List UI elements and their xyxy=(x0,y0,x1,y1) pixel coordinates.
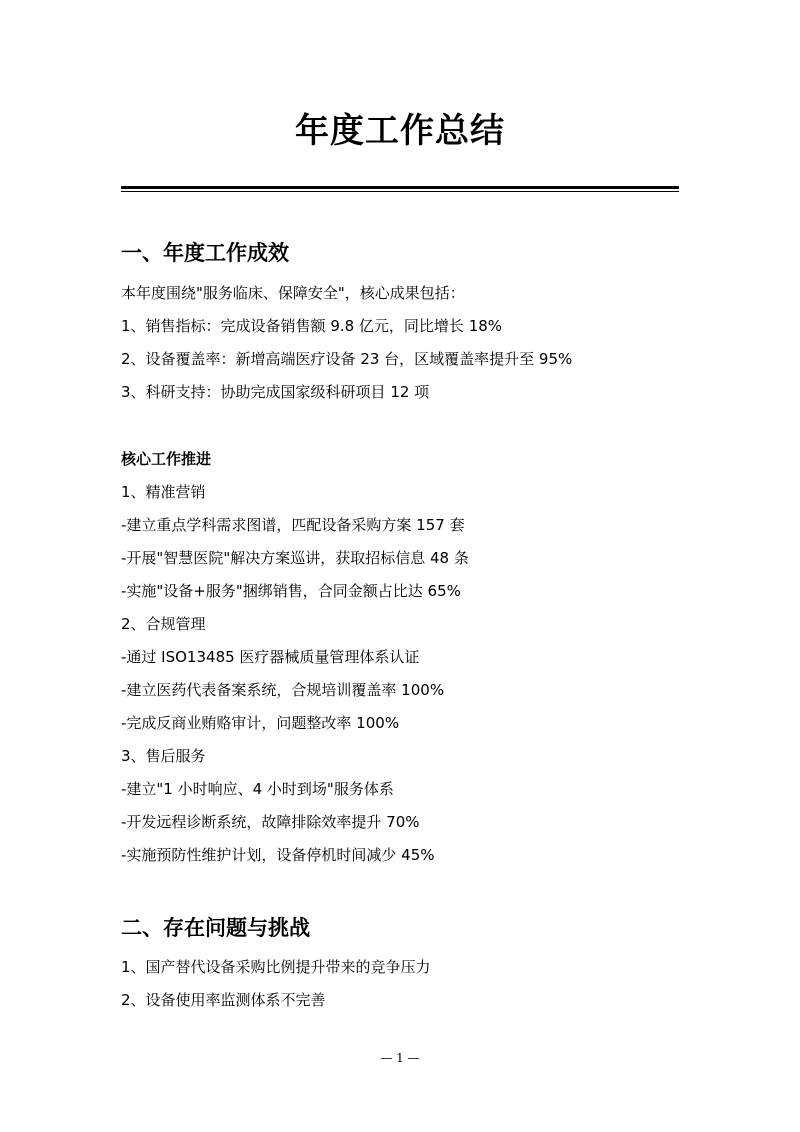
rule-thin-line xyxy=(121,191,679,192)
section1-intro: 本年度围绕"服务临床、保障安全"，核心成果包括： xyxy=(121,284,465,302)
result-item: 1、销售指标：完成设备销售额 9.8 亿元，同比增长 18% xyxy=(121,317,503,335)
title-double-rule xyxy=(121,186,679,192)
core-work-item: -实施预防性维护计划，设备停机时间减少 45% xyxy=(121,846,435,864)
core-work-item: -完成反商业贿赂审计，问题整改率 100% xyxy=(121,714,400,732)
core-work-subheading: 1、精准营销 xyxy=(121,483,206,501)
core-work-item: -建立重点学科需求图谱，匹配设备采购方案 157 套 xyxy=(121,516,465,534)
core-work-subheading: 2、合规管理 xyxy=(121,615,206,633)
result-item: 2、设备覆盖率：新增高端医疗设备 23 台，区域覆盖率提升至 95% xyxy=(121,350,573,368)
result-item: 3、科研支持：协助完成国家级科研项目 12 项 xyxy=(121,383,430,401)
section2-heading: 二、存在问题与挑战 xyxy=(121,916,310,940)
core-work-item: -通过 ISO13485 医疗器械质量管理体系认证 xyxy=(121,648,420,666)
core-work-item: -开发远程诊断系统，故障排除效率提升 70% xyxy=(121,813,420,831)
core-work-item: -建立"1 小时响应、4 小时到场"服务体系 xyxy=(121,780,394,798)
core-work-item: -实施"设备+服务"捆绑销售，合同金额占比达 65% xyxy=(121,582,461,600)
core-work-item: -开展"智慧医院"解决方案巡讲，获取招标信息 48 条 xyxy=(121,549,469,567)
core-work-heading: 核心工作推进 xyxy=(121,450,212,468)
document-title: 年度工作总结 xyxy=(295,111,505,151)
issue-item: 1、国产替代设备采购比例提升带来的竞争压力 xyxy=(121,958,431,976)
core-work-subheading: 3、售后服务 xyxy=(121,747,206,765)
issue-item: 2、设备使用率监测体系不完善 xyxy=(121,991,326,1009)
section1-heading: 一、年度工作成效 xyxy=(121,241,289,265)
page-number: — 1 — xyxy=(380,1051,420,1065)
rule-thick-line xyxy=(121,186,679,189)
core-work-item: -建立医药代表备案系统，合规培训覆盖率 100% xyxy=(121,681,445,699)
